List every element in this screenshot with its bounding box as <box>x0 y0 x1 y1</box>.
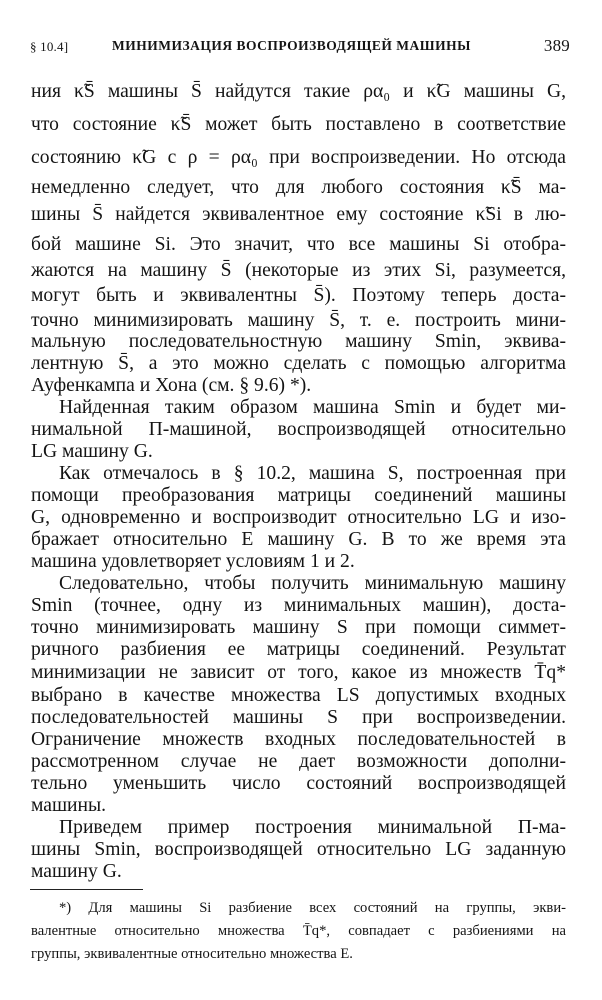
text-line: что состояние κ̃S̄ может быть поставлено в соответствие <box>31 114 566 135</box>
running-title: МИНИМИЗАЦИЯ ВОСПРОИЗВОДЯЩЕЙ МАШИНЫ <box>112 38 471 53</box>
page-header <box>30 36 570 58</box>
text-line: тельно уменьшить число состояний воспроизводящей <box>31 773 566 794</box>
text-line: точно минимизировать машину S при помощи симмет- <box>31 617 566 638</box>
section-reference: § 10.4] <box>30 39 69 54</box>
text-line: бой машине Si. Это значит, что все машины Si отобра- <box>31 234 566 255</box>
text-line: могут быть и эквивалентны S̄). Поэтому теперь доста- <box>31 285 566 306</box>
text-line: точно минимизировать машину S̄, т. е. построить мини- <box>31 310 566 331</box>
text-line: минимизации не зависит от того, какое из множеств T̄q* <box>31 662 566 683</box>
text-line: машина удовлетворяет условиям 1 и 2. <box>31 551 355 572</box>
text-line: последовательностей машины S при воспроизведении. <box>31 707 566 728</box>
text-line: шины Smin, воспроизводящей относительно LG заданную <box>31 839 566 860</box>
text-line: Следовательно, чтобы получить минимальную машину <box>59 573 566 594</box>
text-line: ния κ̃S̄ машины S̄ найдутся такие ρα₀ и κ̃G машины G, <box>31 81 566 102</box>
page-number: 389 <box>543 36 570 55</box>
text-line: шины S̄ найдется эквивалентное ему состояние κ̃Si в лю- <box>31 204 566 225</box>
text-line: помощи преобразования матрицы соединений машины <box>31 485 566 506</box>
text-line: рассмотренном случае не дает возможности дополни- <box>31 751 566 772</box>
text-line: выбрано в качестве множества LS допустимых входных <box>31 685 566 706</box>
footnote-line: валентные относительно множества T̄q*, совпадает с разбиениями на <box>31 923 566 939</box>
text-line: Приведем пример построения минимальной П-ма- <box>59 817 566 838</box>
text-line: LG машину G. <box>31 441 153 462</box>
text-line: состоянию κ̃G с ρ = ρα₀ при воспроизведении. Но отсюда <box>31 147 566 168</box>
text-line: нимальной П-машиной, воспроизводящей относительно <box>31 419 566 440</box>
text-line: Ограничение множеств входных последовательностей в <box>31 729 566 750</box>
text-line: Найденная таким образом машина Smin и будет ми- <box>59 397 566 418</box>
text-line: жаются на машину S̄ (некоторые из этих Si, разумеется, <box>31 260 566 281</box>
text-line: машины. <box>31 795 107 816</box>
text-line: Ауфенкампа и Хона (см. § 9.6) *). <box>31 375 312 396</box>
text-line: мальную последовательностную машину Smin, эквива- <box>31 331 566 352</box>
text-line: G, одновременно и воспроизводит относительно LG и изо- <box>31 507 566 528</box>
footnote-line: группы, эквивалентные относительно множества E. <box>31 946 353 962</box>
footnote-divider <box>30 889 143 890</box>
text-line: ричного разбиения ее матрицы соединений. Результат <box>31 639 566 660</box>
text-line: Как отмечалось в § 10.2, машина S, построенная при <box>59 463 566 484</box>
footnote-line: *) Для машины Si разбиение всех состояний на группы, экви- <box>59 900 566 916</box>
text-line: бражает относительно E машину G. В то же время эта <box>31 529 566 550</box>
text-line: немедленно следует, что для любого состояния κ̃S̄ ма- <box>31 177 566 198</box>
text-line: машину G. <box>31 861 122 882</box>
text-line: лентную S̄, а это можно сделать с помощью алгоритма <box>31 353 566 374</box>
text-line: Smin (точнее, одну из минимальных машин), доста- <box>31 595 566 616</box>
